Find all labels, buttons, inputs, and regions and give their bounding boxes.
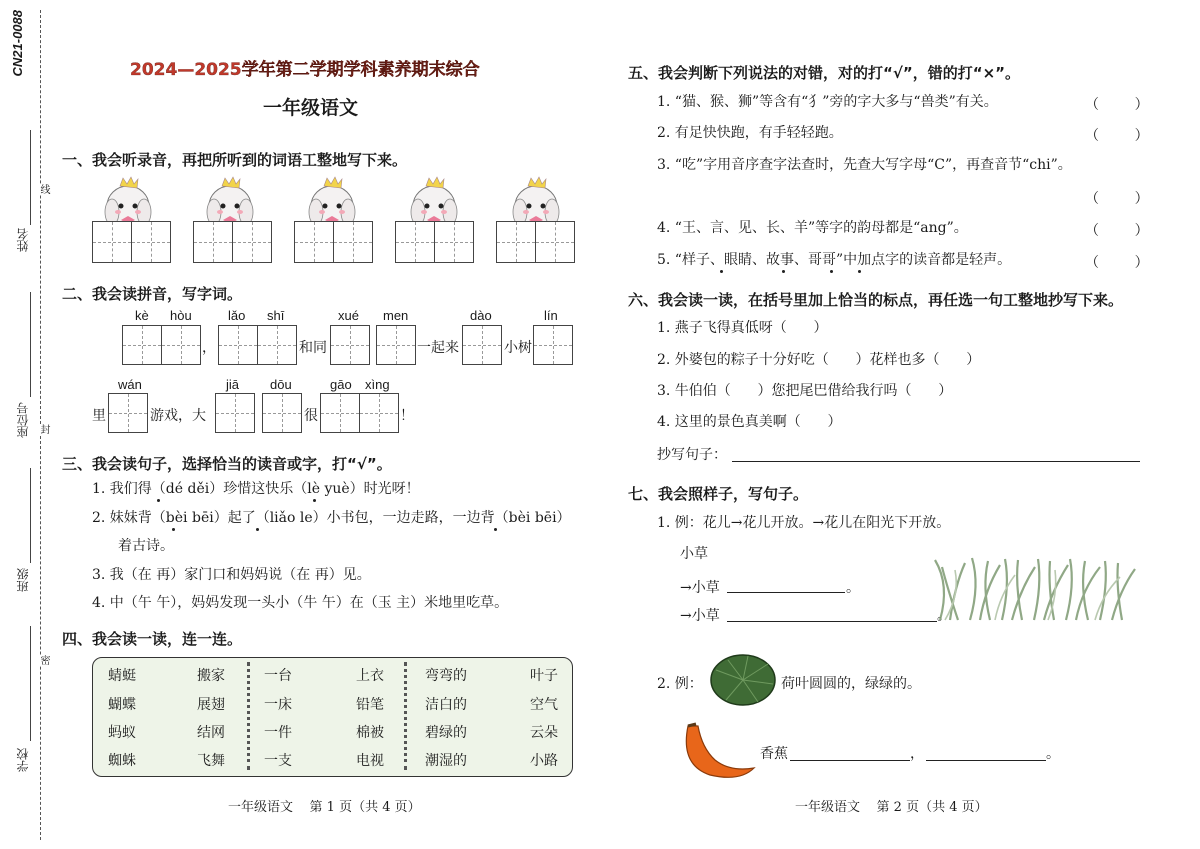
pinyin-box-dou[interactable] [262,393,302,433]
pinyin-men: men [383,308,409,323]
row2-hen: 很 [304,408,318,424]
pinyin-box-jia[interactable] [215,393,255,433]
match-col1-item[interactable]: 蜘蛛 [108,753,136,769]
pinyin-wan: wán [118,377,142,392]
match-col1-item[interactable]: 蚂蚁 [108,725,136,741]
pinyin-box-hou[interactable] [161,325,201,365]
listen-box-1a[interactable] [92,221,132,263]
match-col2-item[interactable]: 结网 [197,725,225,741]
binding-school-label: 学校 [16,748,30,772]
s5-question-3: 3. “吃”字用音序查字法查时，先查大写字母“C”，再查音节“chi”。 [657,157,1072,173]
match-col2-item[interactable]: 展翅 [197,697,225,713]
row1-hetong: 和同 [299,340,327,356]
binding-seat-line [30,292,31,397]
pinyin-box-dao[interactable] [462,325,502,365]
s5-question-4: 4. “王、言、见、长、羊”等字的韵母都是“ang”。 [657,220,968,236]
match-col2-item[interactable]: 飞舞 [197,753,225,769]
section-2-heading: 二、我会读拼音，写字词。 [62,285,243,303]
pinyin-lao: lǎo [228,308,246,323]
binding-class-label: 班级 [16,568,30,592]
grass-illustration [930,555,1140,625]
section-3-heading: 三、我会读句子，选择恰当的读音或字，打“√”。 [62,455,392,473]
answer-paren-2[interactable]: （ ） [1085,128,1149,144]
emphasis-dot [720,270,723,273]
grass-word: 小草 [680,546,708,562]
binding-xian-mark: 线 [38,184,49,194]
grass-answer-line-2[interactable] [727,621,937,622]
pinyin-box-xue[interactable] [330,325,370,365]
listen-box-5b[interactable] [535,221,575,263]
grass-answer-line-1[interactable] [727,592,845,593]
emphasis-dot [782,270,785,273]
row1-yiqilai: 一起来 [417,340,459,356]
match-col6-item[interactable]: 叶子 [530,668,558,684]
s6-question-4: 4. 这里的景色真美啊（ ） [657,414,842,430]
match-col5-item[interactable]: 碧绿的 [425,725,467,741]
match-col3-item[interactable]: 一床 [264,697,292,713]
lotus-leaf-image [708,652,778,710]
listen-box-3b[interactable] [333,221,373,263]
listen-box-2a[interactable] [193,221,233,263]
s3-question-4: 4. 中（午 午），妈妈发现一头小（牛 午）在（玉 主）米地里吃草。 [92,595,509,611]
banana-comma: ， [910,746,924,762]
listen-box-4b[interactable] [434,221,474,263]
listen-box-1b[interactable] [131,221,171,263]
binding-seat-label: 座位号 [16,402,30,438]
pinyin-box-xing[interactable] [359,393,399,433]
pinyin-shi: shī [267,308,285,323]
s3-question-2a: 2. 妹妹背（bèi bēi）起了（liǎo le）小书包，一边走路，一边背（bèi bēi） [92,510,571,526]
binding-school-line [30,626,31,741]
s3-question-3: 3. 我（在 再）家门口和妈妈说（在 再）见。 [92,567,371,583]
section-6-heading: 六、我会读一读，在括号里加上恰当的标点，再任选一句工整地抄写下来。 [628,291,1124,309]
emphasis-dot [157,499,160,502]
matching-divider-2 [404,662,407,770]
listen-box-5a[interactable] [496,221,536,263]
pinyin-dao: dào [470,308,492,323]
match-col1-item[interactable]: 蜻蜓 [108,668,136,684]
banana-answer-line-2[interactable] [926,760,1046,761]
emphasis-dot [830,270,833,273]
footer-right: 一年级语文 第 2 页（共 4 页） [795,800,988,815]
banana-image [680,720,758,782]
s6-question-3: 3. 牛伯伯（ ）您把尾巴借给我行吗（ ） [657,383,953,399]
s7-example-1: 1. 例：花儿→花儿开放。→花儿在阳光下开放。 [657,515,951,531]
row1-xiaoshu: 小树 [504,340,532,356]
match-col3-item[interactable]: 一件 [264,725,292,741]
answer-paren-1[interactable]: （ ） [1085,97,1149,113]
emphasis-dot [494,528,497,531]
emphasis-dot [256,528,259,531]
pinyin-lin: lín [544,308,558,323]
pinyin-xue: xué [338,308,359,323]
section-4-heading: 四、我会读一读，连一连。 [62,630,243,648]
section-5-heading: 五、我会判断下列说法的对错，对的打“√”，错的打“×”。 [628,64,1021,82]
grass-arrow-1: →小草 [680,580,720,596]
row2-youxi: 游戏，大 [150,408,206,424]
answer-paren-5[interactable]: （ ） [1085,255,1149,271]
s5-question-5: 5. “样子、眼睛、故事、哥哥”中加点字的读音都是轻声。 [657,252,1012,268]
row1-comma: ， [202,340,216,356]
s5-question-1: 1. “猫、猴、狮”等含有“犭”旁的字大多与“兽类”有关。 [657,94,998,110]
match-col4-item[interactable]: 铅笔 [356,697,384,713]
binding-name-line [30,130,31,225]
pinyin-box-lin[interactable] [533,325,573,365]
listen-box-4a[interactable] [395,221,435,263]
match-col6-item[interactable]: 空气 [530,697,558,713]
footer-left: 一年级语文 第 1 页（共 4 页） [228,800,421,815]
pinyin-box-wan[interactable] [108,393,148,433]
exam-subtitle: 一年级语文 [263,97,359,119]
emphasis-dot [172,528,175,531]
match-col5-item[interactable]: 潮湿的 [425,753,467,769]
pinyin-box-men[interactable] [376,325,416,365]
binding-name-label: 姓名 [16,228,30,252]
matching-box [92,657,573,777]
banana-answer-line-1[interactable] [790,760,910,761]
pinyin-box-shi[interactable] [257,325,297,365]
banana-word: 香蕉 [760,746,788,762]
copy-sentence-line[interactable] [732,461,1140,462]
s3-question-1: 1. 我们得（dé děi）珍惜这快乐（lè yuè）时光呀！ [92,481,420,497]
binding-class-line [30,468,31,563]
match-col2-item[interactable]: 搬家 [197,668,225,684]
pinyin-box-lao[interactable] [218,325,258,365]
s5-question-2: 2. 有足快快跑，有手轻轻跑。 [657,125,843,141]
pinyin-gao: gāo [330,377,352,392]
pinyin-ke: kè [135,308,149,323]
emphasis-dot [313,499,316,502]
grass-period-2: 。 [937,608,951,624]
match-col3-item[interactable]: 一支 [264,753,292,769]
match-col6-item[interactable]: 小路 [530,753,558,769]
pinyin-box-ke[interactable] [122,325,162,365]
s6-question-2: 2. 外婆包的粽子十分好吃（ ）花样也多（ ） [657,352,981,368]
match-col3-item[interactable]: 一台 [264,668,292,684]
match-col1-item[interactable]: 蝴蝶 [108,697,136,713]
pinyin-hou: hòu [170,308,192,323]
listen-box-3a[interactable] [294,221,334,263]
pinyin-box-gao[interactable] [320,393,360,433]
row2-li: 里 [92,408,106,424]
exam-title: 2024—2025学年第二学期学科素养期末综合 [130,60,480,80]
match-col4-item[interactable]: 棉被 [356,725,384,741]
grass-arrow-2: →小草 [680,608,720,624]
section-1-heading: 一、我会听录音，再把所听到的词语工整地写下来。 [62,151,408,169]
match-col6-item[interactable]: 云朵 [530,725,558,741]
s6-question-1: 1. 燕子飞得真低呀（ ） [657,320,828,336]
binding-mi-mark: 密 [38,655,49,665]
listen-box-2b[interactable] [232,221,272,263]
grass-period-1: 。 [846,580,860,596]
match-col5-item[interactable]: 洁白的 [425,697,467,713]
emphasis-dot [858,270,861,273]
pinyin-jia: jiā [226,377,240,392]
matching-divider-1 [247,662,250,770]
exam-code: CN21-0088 [10,10,25,77]
s7-example-2: 2. 例： [657,676,703,692]
lotus-sentence: 荷叶圆圆的，绿绿的。 [781,676,921,692]
match-col4-item[interactable]: 电视 [356,753,384,769]
binding-feng-mark: 封 [38,424,49,434]
banana-period: 。 [1046,746,1060,762]
pinyin-xing: xìng [365,377,390,392]
s3-question-2b: 着古诗。 [118,538,174,554]
copy-sentence-label: 抄写句子： [657,447,727,463]
answer-paren-3[interactable]: （ ） [1085,191,1149,207]
answer-paren-4[interactable]: （ ） [1085,223,1149,239]
row2-exclaim: ！ [400,408,414,424]
match-col5-item[interactable]: 弯弯的 [425,668,467,684]
match-col4-item[interactable]: 上衣 [356,668,384,684]
section-7-heading: 七、我会照样子，写句子。 [628,485,809,503]
pinyin-dou: dōu [270,377,292,392]
